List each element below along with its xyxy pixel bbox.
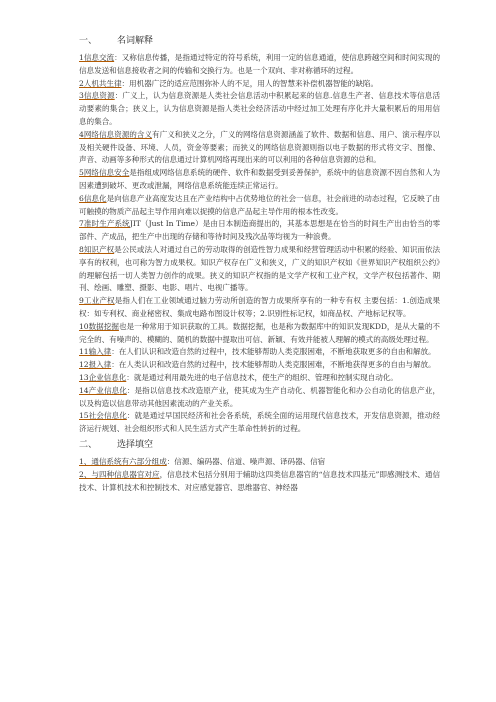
entry-text: ：是指以信息技术改造原产业，使其成为生产自动化、机器智能化和办公自动化的信息产业，以及构造以信息带动其他因素流动的产业关系。 <box>79 385 440 408</box>
definition-entry <box>79 244 440 295</box>
definition-entry <box>79 78 440 91</box>
entry-term: 15社会信息化 <box>79 411 127 421</box>
entry-text: ：就是通过早国民经济和社会各系统，系统全面的运用现代信息技术，开发信息资源，推动经济运行规划、社会组织形式和人民生活方式产生革命性转折的过程。 <box>79 411 440 434</box>
entry-text: 是指组成网络信息系统的硬件、软件和数据受到妥善保护，系统中的信息资源不因自然和人为因素遭到破坏、更改或泄漏，网络信息系统能连续正常运行。 <box>79 168 440 190</box>
entry-text: ：在人们认识和改造自然的过程中，技术能够帮助人类克服困难，不断地获取更多的自由和解放。 <box>111 347 436 357</box>
definition-entry <box>79 456 440 469</box>
definition-entry <box>79 295 440 321</box>
entry-text: 是指人们在工业领域通过脑力劳动所创造的智力成果所享有的一种专有权 主要包括：1.创造成果权：如专利权、商业秘密权、集成电路布图设计权等；2.识别性标记权，如商品权、产地标记权等。 <box>79 296 440 318</box>
entry-term: 8知识产权 <box>79 244 115 254</box>
definition-entry <box>79 372 440 385</box>
definition-entry <box>79 346 440 359</box>
definition-entry <box>79 90 440 128</box>
section-number: 二、 <box>79 439 98 450</box>
entry-term: 9工业产权 <box>79 296 115 306</box>
entry-text: ：又称信息传播，是指通过特定的符号系统，利用一定的信息通道，使信息跨越空间和时间实现的信息发送和信息接收者之间的传输和交换行为。也是一个双向、非对称循环的过程。 <box>79 53 440 75</box>
entry-term: 13企业信息化 <box>79 372 127 382</box>
definition-entry <box>79 52 440 78</box>
definition-entry <box>79 359 440 372</box>
definition-entry <box>79 129 440 167</box>
entry-text: ：就是通过利用最先进的电子信息技术，使生产的组织、管理和控制实现自动化。 <box>126 372 398 382</box>
definition-entry <box>79 469 440 495</box>
entry-term: 4网络信息资源的含义 <box>79 129 153 139</box>
entry-term: 2人机共生律 <box>79 78 122 88</box>
definition-entry <box>79 410 440 436</box>
entry-text: ：信源、编码器、信道、噪声源、译码器、信宿 <box>166 456 326 466</box>
entry-text: ：在人类认识和改造自然的过程中，技术能够帮助人类克服困难，不断地获得更多的自由与解放。 <box>111 360 436 370</box>
entry-term: 7准时生产系统 <box>79 219 130 229</box>
entry-term: 11输入律 <box>79 347 112 357</box>
entry-term: 2、与四种信息器官对应 <box>79 469 160 479</box>
entry-text: ，信息技术包括分别用于辅助这四类信息器官的“信息技术四基元”即感测技术、通信技术、计算机技术和控制技术、对应感觉器官、思维器官、神经器 <box>79 469 440 492</box>
entry-term: 12报入律 <box>79 360 112 370</box>
entry-text: ：用机器广泛的适应范围弥补人的不足，用人的智慧来补偿机器智能的缺陷。 <box>121 78 378 88</box>
entry-term: 1、通信系统有六部分组成 <box>79 456 167 466</box>
entry-text: ：广义上，认为信息资源是人类社会信息活动中积累起来的信息.信息生产者、信息技术等信息活动要素的集合；狭义上，认为信息资源是指人类社会经济活动中经过加工处理有序化并大量积累后的用用信息的集合。 <box>79 91 440 126</box>
entry-term: 5网络信息安全 <box>79 168 130 178</box>
entry-text: JIT（Just In Time）是由日本制造商提出的，其基本思想是在恰当的时间生产出由恰当的零部件、产成品，把生产中出现的存储和等待时间及残次品等均视为一种浪费。 <box>79 219 441 242</box>
definition-entry <box>79 193 440 219</box>
entry-term: 14产业信息化 <box>79 385 127 395</box>
entry-text: 有广义和狭义之分，广义的网络信息资源涵盖了软件、数据和信息、用户、演示程序以及相关硬件设备、环境、人员，资金等要素；而狭义的网络信息资源则指以电子数据的形式将文字、图像、声音、动画等多种形式的信息通过计算机网络再现出来的可以利用的各种信息资源的总和。 <box>79 129 440 165</box>
definition-entry <box>79 321 440 347</box>
section-title: 名词解释 <box>117 36 154 46</box>
entry-text: 也是一种常用于知识获取的工具。数据挖掘，也是称为数据库中的知识发现KDD，是从大量的不完全的、有噪声的、模糊的、随机的数据中提取出可信、新颖、有效并能被人理解的模式的高级处理过程。 <box>79 321 440 344</box>
definition-entry <box>79 218 440 244</box>
document-body <box>79 34 440 494</box>
section-heading <box>79 34 440 48</box>
section-heading <box>79 438 440 452</box>
entry-term: 1信息交流 <box>79 53 115 62</box>
entry-term: 3信息资源 <box>79 91 115 101</box>
definition-entry <box>79 385 440 411</box>
entry-text: 是公民或法人对通过自己的劳动取得的创造性智力成果和经营管理活动中积累的经验、知识而依法享有的权利，也可称为智力成果权。知识产权存在广义和狭义，广义的知识产权如《世界知识产权组织公约》的理解包括一切人类智力创作的成果。狭义的知识产权指的是文学产权和工业产权，文学产权包括著作、期刊、绘画、雕塑、摄影、电影、唱片、电视广播等。 <box>79 244 440 293</box>
entry-text: 是向信息产业高度发达且在产业结构中占优势地位的社会一信息，社会前进的动态过程，它反映了由可触摸的物质产品起主导作用向难以捉摸的信息产品起主导作用的根本性改变。 <box>79 193 440 216</box>
entry-term: 6信息化 <box>79 193 107 203</box>
section-title: 选择填空 <box>117 439 154 450</box>
section-number: 一、 <box>79 36 98 46</box>
definition-entry <box>79 167 440 193</box>
entry-term: 10数据挖掘 <box>79 321 119 331</box>
